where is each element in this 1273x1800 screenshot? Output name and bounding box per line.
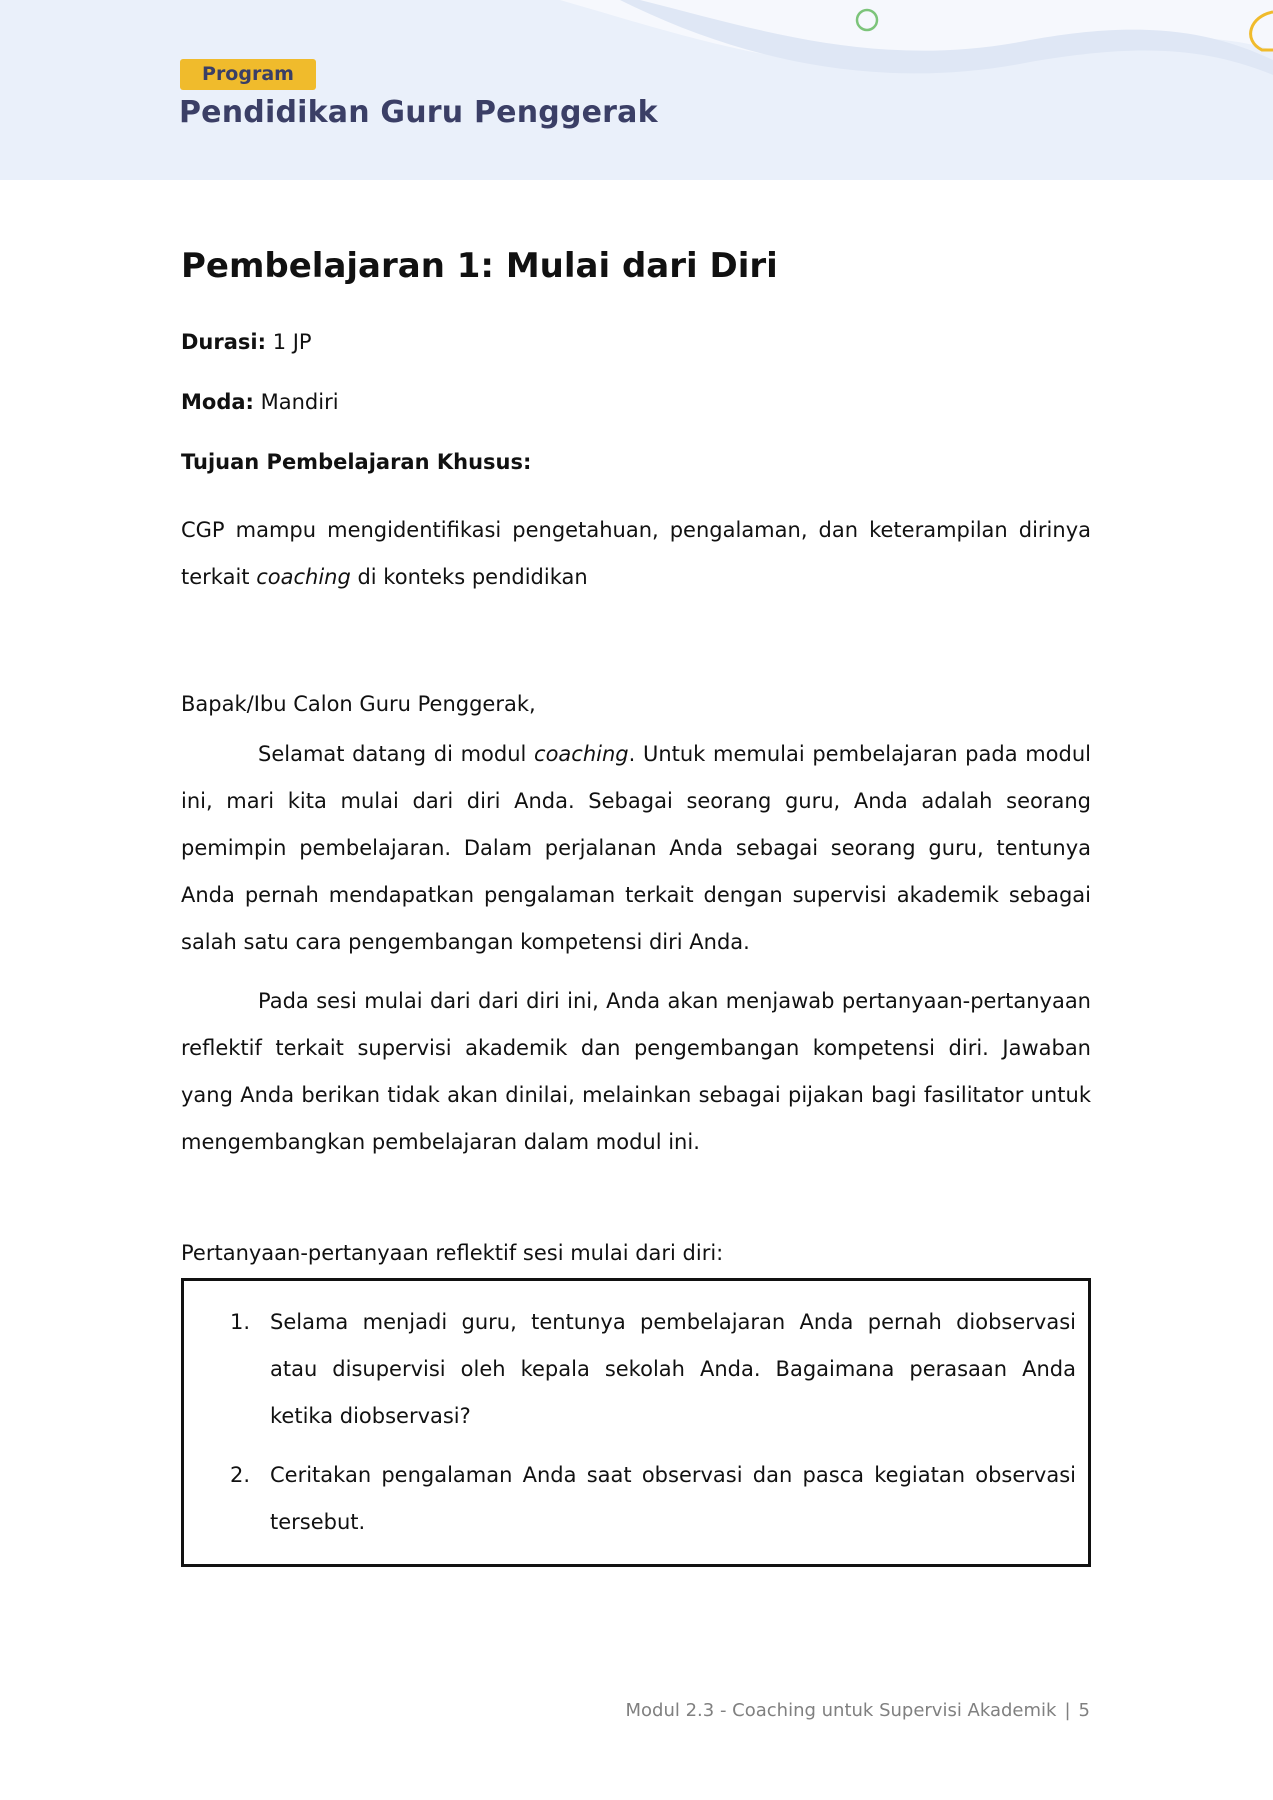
objective-italic-term: coaching (256, 565, 351, 589)
intro-paragraph-2: Pada sesi mulai dari dari diri ini, Anda akan menjawab pertanyaan-pertanyaan reflektif terkait supervisi akademik dan pengembangan kompetensi diri. Jawaban yang Anda berikan tidak akan dinilai, melainkan sebagai pijakan bagi fasilitator untuk mengembangkan pembelajaran dalam modul ini. (181, 989, 1091, 1154)
objective-heading (181, 447, 1091, 477)
greeting: Bapak/Ibu Calon Guru Penggerak, (181, 692, 536, 716)
question-number: 1. (230, 1310, 251, 1334)
header-banner (0, 0, 1273, 180)
objective-text (181, 507, 1091, 601)
page-footer (626, 1700, 1091, 1721)
duration-line (181, 327, 1091, 357)
intro-p1-end: . Untuk memulai pembelajaran pada modul ini, mari kita mulai dari diri Anda. Sebagai seorang guru, Anda adalah seorang pemimpin pembelajaran. Dalam perjalanan Anda sebagai seorang guru, tentunya Anda pernah mendapatkan pengalaman terkait dengan supervisi akademik sebagai salah satu cara pengembangan kompetensi diri Anda. (181, 742, 1091, 954)
reflection-questions-box (181, 1278, 1091, 1567)
question-item (230, 1299, 1076, 1440)
objective-label: Tujuan Pembelajaran Khusus: (181, 450, 532, 474)
question-text: Ceritakan pengalaman Anda saat observasi dan pasca kegiatan observasi tersebut. (270, 1463, 1076, 1534)
program-badge: Program (180, 59, 316, 90)
mode-label: Moda: (181, 390, 254, 414)
page-content (181, 243, 1091, 1567)
objective-text-start: CGP mampu mengidentifikasi pengetahuan, pengalaman, dan keterampilan dirinya terkait (181, 518, 1091, 589)
banner-wave-decoration (0, 0, 1273, 180)
program-title: Pendidikan Guru Penggerak (179, 95, 658, 130)
footer-module-name: Modul 2.3 - Coaching untuk Supervisi Akademik (625, 1700, 1057, 1721)
intro-paragraph-1 (181, 731, 1091, 966)
lesson-title: Pembelajaran 1: Mulai dari Diri (181, 246, 778, 286)
intro-p1-start: Selamat datang di modul (258, 742, 535, 766)
duration-label: Durasi: (181, 330, 267, 354)
objective-text-end: di konteks pendidikan (350, 565, 588, 589)
question-list (230, 1299, 1076, 1546)
mode-value: Mandiri (260, 390, 339, 414)
question-number: 2. (230, 1463, 251, 1487)
duration-value: 1 JP (272, 330, 312, 354)
footer-page-number: 5 (1078, 1700, 1090, 1721)
reflection-label: Pertanyaan-pertanyaan reflektif sesi mulai dari diri: (181, 1241, 724, 1265)
footer-separator: | (1064, 1700, 1071, 1721)
intro-p1-italic-term: coaching (534, 742, 629, 766)
mode-line (181, 387, 1091, 417)
question-text: Selama menjadi guru, tentunya pembelajaran Anda pernah diobservasi atau disupervisi oleh kepala sekolah Anda. Bagaimana perasaan Anda ketika diobservasi? (270, 1310, 1076, 1428)
question-item (230, 1452, 1076, 1546)
